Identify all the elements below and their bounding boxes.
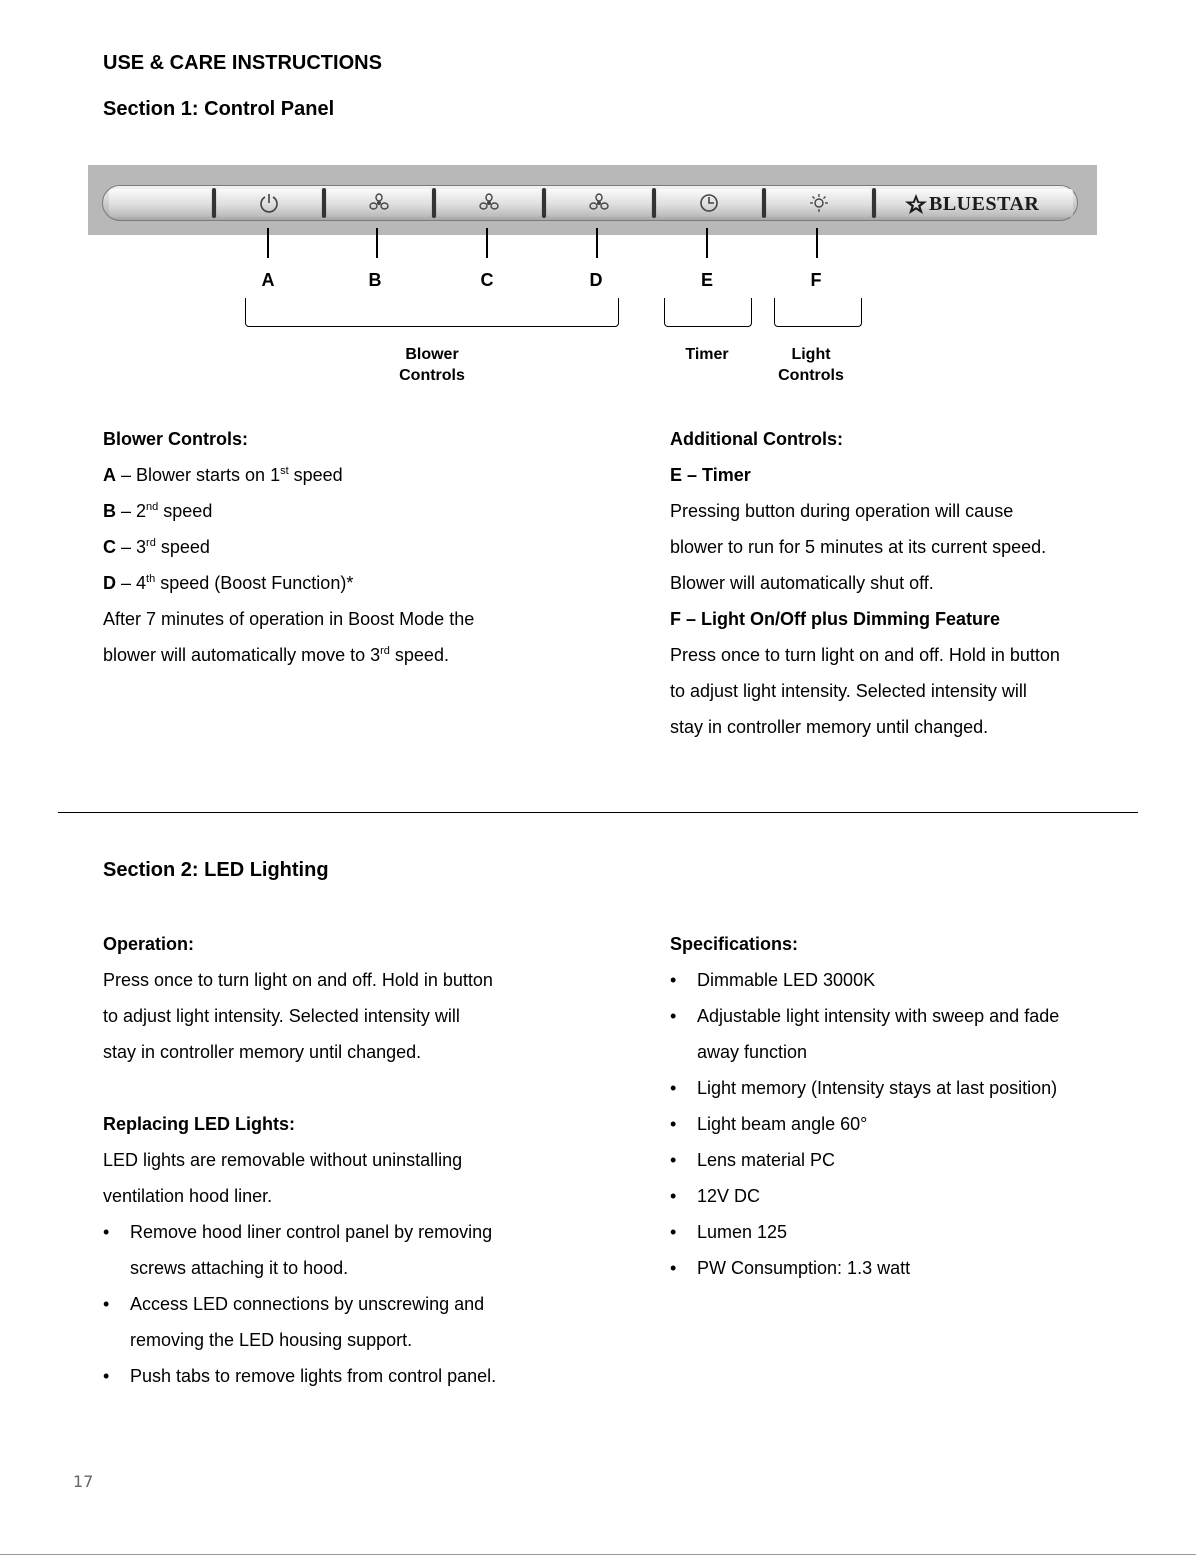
callout-line-f xyxy=(816,228,818,258)
fan-icon[interactable] xyxy=(475,189,503,217)
section-divider xyxy=(58,812,1138,813)
power-icon[interactable] xyxy=(255,189,283,217)
item-a: A – Blower starts on 1st speed xyxy=(103,465,343,485)
star-icon xyxy=(903,193,929,215)
light-controls-label: Light Controls xyxy=(778,346,844,384)
light-line: stay in controller memory until changed. xyxy=(670,717,989,737)
replacing-line: ventilation hood liner. xyxy=(103,1186,273,1206)
light-bracket xyxy=(774,298,862,327)
item-d: D – 4th speed (Boost Function)* xyxy=(103,573,354,593)
timer-line: Blower will automatically shut off. xyxy=(670,573,934,593)
callout-line-d xyxy=(596,228,598,258)
fan-icon[interactable] xyxy=(365,189,393,217)
operation-line: Press once to turn light on and off. Hold in button xyxy=(103,970,493,990)
callout-line-c xyxy=(486,228,488,258)
timer-icon[interactable] xyxy=(695,189,723,217)
item-c: C – 3rd speed xyxy=(103,537,210,557)
replacing-line: LED lights are removable without uninstalling xyxy=(103,1150,463,1170)
blower-bracket xyxy=(245,298,619,327)
blower-controls-title: Blower Controls: xyxy=(103,429,249,449)
additional-controls-title: Additional Controls: xyxy=(670,429,843,449)
bluestar-logo xyxy=(903,192,1039,216)
callout-line-a xyxy=(267,228,269,258)
fan-icon[interactable] xyxy=(585,189,613,217)
section2-title: Section 2: LED Lighting xyxy=(103,859,329,881)
label-a: A xyxy=(261,270,275,290)
specifications-title: Specifications: xyxy=(670,934,799,954)
item-b: B – 2nd speed xyxy=(103,501,213,521)
light-icon[interactable] xyxy=(805,189,833,217)
blower-controls-label: Blower Controls xyxy=(399,346,465,384)
timer-label: Timer xyxy=(685,346,729,363)
page-bottom-rule xyxy=(0,1554,1196,1555)
operation-title: Operation: xyxy=(103,934,195,954)
light-title: F – Light On/Off plus Dimming Feature xyxy=(670,609,1001,629)
timer-bracket xyxy=(664,298,752,327)
light-line: Press once to turn light on and off. Hold in button xyxy=(670,645,1060,665)
blower-controls-text xyxy=(103,421,474,673)
callout-line-e xyxy=(706,228,708,258)
timer-title: E – Timer xyxy=(670,465,751,485)
timer-line: Pressing button during operation will cause xyxy=(670,501,1014,521)
callout-line-b xyxy=(376,228,378,258)
page-heading: USE & CARE INSTRUCTIONS xyxy=(103,52,382,74)
label-b: B xyxy=(368,270,382,290)
label-f: F xyxy=(810,270,822,290)
page-number: 17 xyxy=(73,1472,94,1491)
control-panel-bar xyxy=(102,185,1078,221)
replacing-title: Replacing LED Lights: xyxy=(103,1114,296,1134)
light-line: to adjust light intensity. Selected intensity will xyxy=(670,681,1027,701)
timer-line: blower to run for 5 minutes at its current speed. xyxy=(670,537,1047,557)
operation-line: stay in controller memory until changed. xyxy=(103,1042,422,1062)
boost-note-2: blower will automatically move to 3rd speed. xyxy=(103,645,449,665)
brand-name: BLUESTAR xyxy=(929,192,1040,215)
boost-note-1: After 7 minutes of operation in Boost Mode the xyxy=(103,609,475,629)
section1-title: Section 1: Control Panel xyxy=(103,98,335,120)
operation-text xyxy=(103,926,493,1214)
additional-controls-text xyxy=(670,421,1060,745)
operation-line: to adjust light intensity. Selected intensity will xyxy=(103,1006,460,1026)
label-e: E xyxy=(700,270,713,290)
label-c: C xyxy=(480,270,494,290)
label-d: D xyxy=(589,270,603,290)
